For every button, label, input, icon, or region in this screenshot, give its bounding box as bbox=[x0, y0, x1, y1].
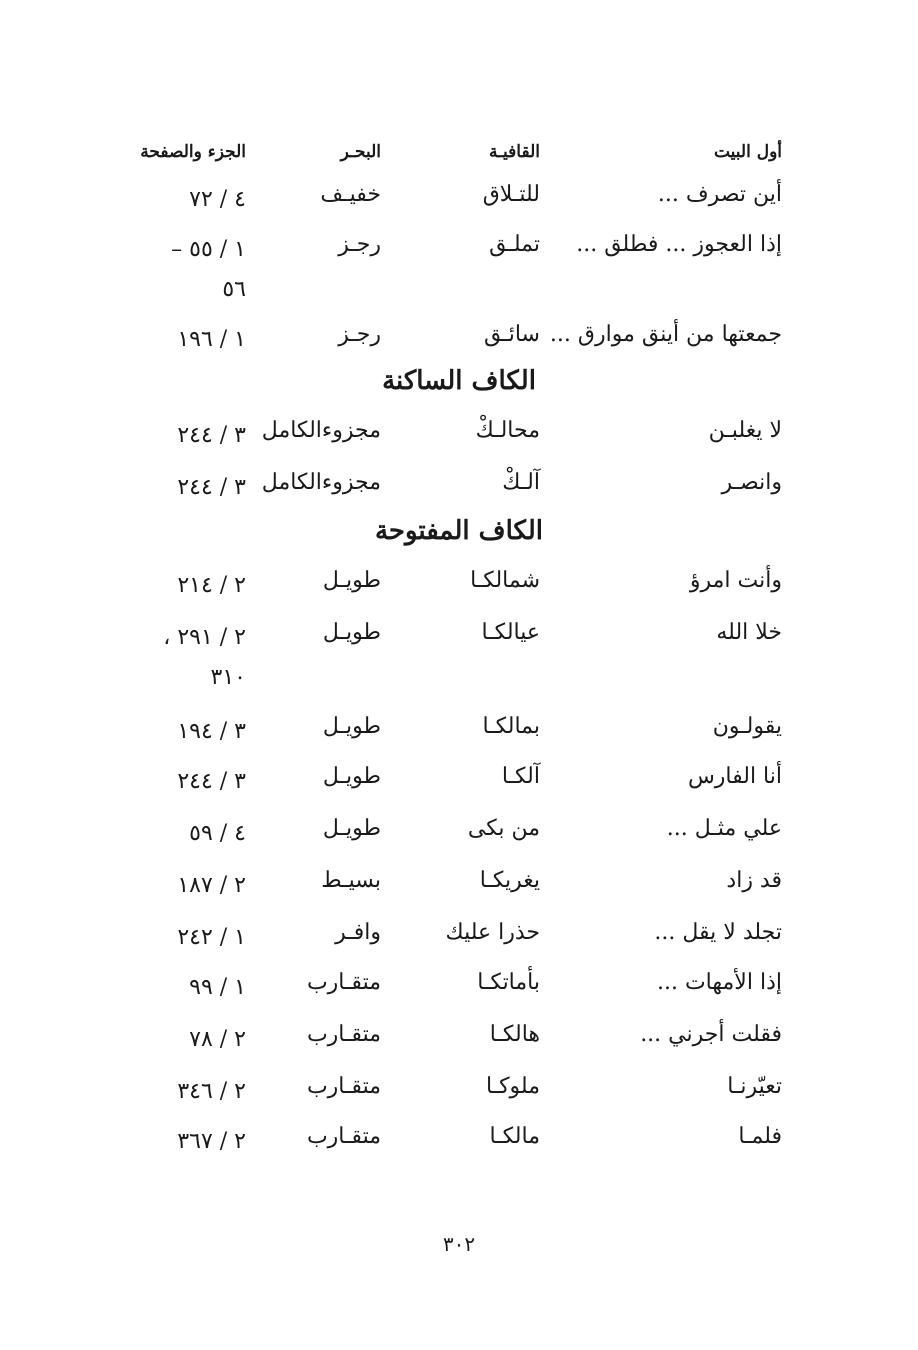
rhyme: تملـق bbox=[489, 232, 540, 257]
first-line: فلمـا bbox=[738, 1124, 782, 1149]
table-row bbox=[0, 318, 918, 362]
volume-page: ٤ / ٥٩ bbox=[189, 821, 246, 846]
meter: مجزوءالكامل bbox=[261, 418, 381, 443]
table-row bbox=[0, 228, 918, 272]
rhyme: مالكـا bbox=[489, 1124, 540, 1149]
header-rhyme: القافيـة bbox=[488, 142, 540, 162]
rhyme: للتـلاق bbox=[482, 182, 540, 207]
first-line: أنا الفارس bbox=[687, 764, 782, 789]
volume-page: ٣ / ٢٤٤ bbox=[177, 423, 246, 448]
header-volume-page: الجزء والصفحة bbox=[140, 142, 246, 162]
rhyme: حذرا عليك bbox=[445, 920, 540, 945]
rhyme: محالـكْ bbox=[475, 418, 540, 443]
meter: رجـز bbox=[338, 322, 381, 347]
meter: متقـارب bbox=[306, 970, 381, 995]
volume-page: ٢ / ٢٩١ ، bbox=[163, 625, 246, 650]
volume-page: ١ / ١٩٦ bbox=[177, 327, 246, 352]
rhyme: هالكـا bbox=[489, 1022, 540, 1047]
first-line: قد زاد bbox=[726, 868, 782, 893]
volume-page: ١ / ٢٤٢ bbox=[177, 925, 246, 950]
table-row bbox=[0, 616, 918, 660]
first-line: وأنت امرؤ bbox=[689, 568, 782, 593]
meter: وافـر bbox=[335, 920, 381, 945]
first-line: إذا الأمهات ... bbox=[657, 970, 782, 995]
first-line: علي مثـل ... bbox=[666, 816, 782, 841]
table-row bbox=[0, 710, 918, 754]
rhyme: سائـق bbox=[483, 322, 540, 347]
first-line: أين تصرف ... bbox=[657, 182, 782, 207]
meter: طويـل bbox=[322, 568, 381, 593]
header-meter: البحـر bbox=[340, 142, 381, 162]
volume-page: ١ / ٥٥ – bbox=[171, 237, 246, 262]
rhyme: آلـكْ bbox=[502, 470, 540, 495]
meter: متقـارب bbox=[306, 1124, 381, 1149]
volume-page: ٤ / ٧٢ bbox=[189, 187, 246, 212]
volume-page: ٢ / ٣٦٧ bbox=[177, 1129, 246, 1154]
volume-page-continuation: ٣١٠ bbox=[210, 665, 246, 690]
first-line: إذا العجوز ... فطلق ... bbox=[576, 232, 782, 257]
volume-page: ٢ / ٣٤٦ bbox=[177, 1079, 246, 1104]
meter: طويـل bbox=[322, 620, 381, 645]
volume-page: ٢ / ٢١٤ bbox=[177, 573, 246, 598]
volume-page: ٢ / ٧٨ bbox=[189, 1027, 246, 1052]
rhyme: بمالكـا bbox=[482, 714, 540, 739]
column-headers bbox=[0, 132, 918, 176]
page-number: ٣٠٢ bbox=[442, 1232, 476, 1256]
section-title-kaf-maftuha: الكاف المفتوحة bbox=[374, 516, 544, 546]
meter: متقـارب bbox=[306, 1022, 381, 1047]
volume-page-continuation: ٥٦ bbox=[222, 277, 246, 302]
table-row bbox=[0, 916, 918, 960]
first-line: وانصـر bbox=[721, 470, 782, 495]
first-line: فقلت أجرني ... bbox=[640, 1022, 782, 1047]
table-row bbox=[0, 1120, 918, 1164]
table-row bbox=[0, 1070, 918, 1114]
rhyme: شمالكـا bbox=[470, 568, 540, 593]
table-row bbox=[0, 1018, 918, 1062]
meter: طويـل bbox=[322, 816, 381, 841]
meter: خفيـف bbox=[320, 182, 381, 207]
rhyme: آلكـا bbox=[501, 764, 540, 789]
first-line: يقولـون bbox=[712, 714, 782, 739]
volume-page: ٣ / ١٩٤ bbox=[177, 719, 246, 744]
section-title-kaf-sakina: الكاف الساكنة bbox=[382, 366, 536, 396]
rhyme: يغريكـا bbox=[479, 868, 540, 893]
first-line: تعيّرنـا bbox=[727, 1074, 782, 1099]
table-row bbox=[0, 414, 918, 458]
first-line: جمعتها من أينق موارق ... bbox=[549, 322, 782, 347]
meter: طويـل bbox=[322, 764, 381, 789]
first-line: لا يغلبـن bbox=[708, 418, 782, 443]
meter: متقـارب bbox=[306, 1074, 381, 1099]
volume-page: ٢ / ١٨٧ bbox=[177, 873, 246, 898]
table-row bbox=[0, 760, 918, 804]
meter: طويـل bbox=[322, 714, 381, 739]
rhyme: ملوكـا bbox=[485, 1074, 540, 1099]
volume-page: ١ / ٩٩ bbox=[189, 975, 246, 1000]
table-row bbox=[0, 466, 918, 510]
rhyme: عيالكـا bbox=[481, 620, 540, 645]
table-row bbox=[0, 564, 918, 608]
volume-page: ٣ / ٢٤٤ bbox=[177, 769, 246, 794]
rhyme: من بكى bbox=[467, 816, 540, 841]
first-line: خلا الله bbox=[716, 620, 782, 645]
header-first-line: أول البيت bbox=[713, 142, 782, 162]
meter: رجـز bbox=[338, 232, 381, 257]
volume-page: ٣ / ٢٤٤ bbox=[177, 475, 246, 500]
table-row bbox=[0, 812, 918, 856]
rhyme: بأماتكـا bbox=[477, 970, 540, 995]
table-row bbox=[0, 178, 918, 222]
meter: مجزوءالكامل bbox=[261, 470, 381, 495]
first-line: تجلد لا يقل ... bbox=[654, 920, 782, 945]
table-row bbox=[0, 966, 918, 1010]
meter: بسيـط bbox=[321, 868, 381, 893]
table-row bbox=[0, 864, 918, 908]
